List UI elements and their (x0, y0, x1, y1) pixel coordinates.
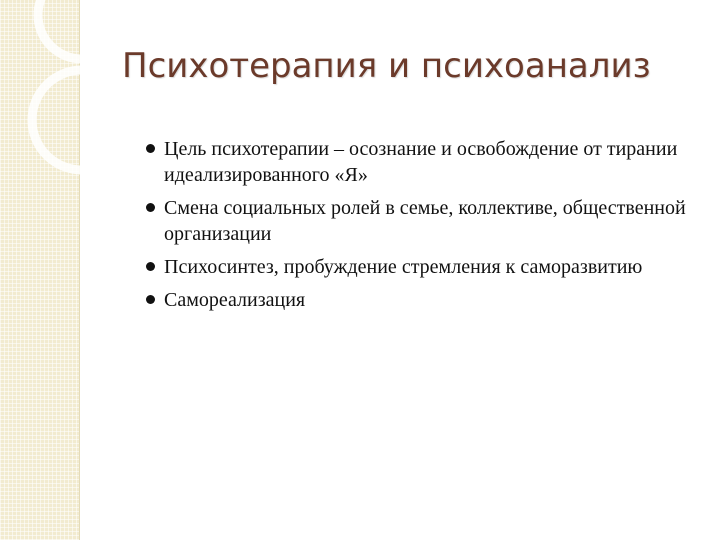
bullet-item (144, 195, 704, 247)
bullet-dot-icon (146, 203, 155, 212)
slide-title: Психотерапия и психоанализ (122, 46, 651, 86)
bullet-list (144, 136, 704, 320)
bullet-item (144, 287, 704, 313)
bullet-dot-icon (146, 295, 155, 304)
bullet-text: Самореализация (164, 289, 306, 311)
bullet-dot-icon (146, 144, 155, 153)
bullet-item (144, 136, 704, 188)
bullet-text: Смена социальных ролей в семье, коллективе, общественной организации (164, 197, 686, 245)
bullet-item (144, 254, 704, 280)
bullet-text: Психосинтез, пробуждение стремления к саморазвитию (164, 256, 643, 278)
decorative-circles (0, 0, 80, 200)
bullet-dot-icon (146, 262, 155, 271)
bullet-text: Цель психотерапии – осознание и освобождение от тирании идеализированного «Я» (164, 138, 678, 186)
decorative-side-strip (0, 0, 80, 540)
